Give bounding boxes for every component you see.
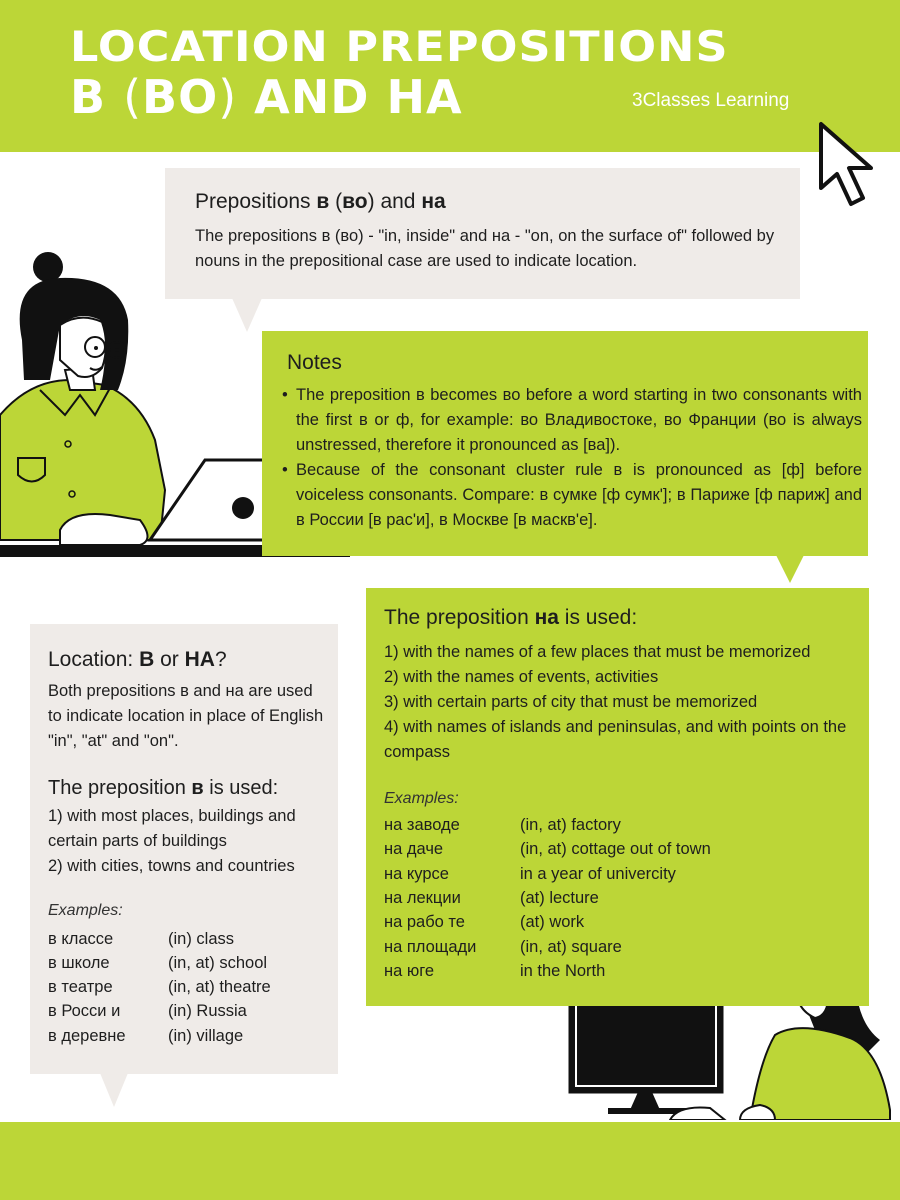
na-example-en: (at) lecture — [520, 889, 599, 907]
v-example-ru: в театре — [48, 978, 113, 996]
location-heading — [48, 648, 227, 672]
v-example-ru: в Росси и — [48, 1002, 121, 1020]
intro-heading — [195, 190, 446, 214]
v-usage-heading-part: The preposition — [48, 777, 192, 799]
intro-heading-vo: во — [342, 190, 368, 213]
notes-item: • The preposition в becomes во before a word starting in two consonants with the first в or ф, for example: во Владивостоке, во Франции (во is always unstressed, therefore it pronounced as [ва]). — [296, 383, 862, 458]
v-rule: 1) with most places, buildings and certain parts of buildings — [48, 807, 296, 850]
na-example-ru: на юге — [384, 962, 435, 980]
v-example-ru: в школе — [48, 954, 110, 972]
intro-heading-v: в — [316, 190, 330, 213]
notes-speech-tail — [776, 555, 804, 583]
v-usage-heading — [48, 777, 278, 800]
intro-heading-part: Prepositions — [195, 190, 317, 213]
page-title-line1: LOCATION PREPOSITIONS — [70, 22, 729, 71]
intro-heading-na: на — [421, 190, 446, 213]
na-example-ru: на курсе — [384, 865, 449, 883]
intro-panel — [165, 168, 800, 299]
title-and-na: AND НА — [237, 70, 463, 124]
location-heading-na: НА — [184, 648, 215, 671]
na-panel — [366, 588, 869, 1006]
notes-item: • Because of the consonant cluster rule в is pronounced as [ф] before voiceless consonants. Compare: в сумке [ф сумк']; в Париже [ф париж] and в России [в рас'и], в Москве [в маскв'е]. — [296, 458, 862, 533]
brand-name: 3Classes Learning — [632, 90, 790, 111]
na-rule: 4) with names of islands and peninsulas, and with points on the compass — [384, 718, 847, 761]
na-heading — [384, 606, 637, 630]
title-vo: ВО — [142, 70, 219, 124]
na-example-ru: на площади — [384, 938, 477, 956]
na-example-ru: на заводе — [384, 816, 460, 834]
na-example-en: (in, at) factory — [520, 816, 621, 834]
v-usage-heading-part: is used: — [203, 777, 279, 799]
location-speech-tail — [100, 1073, 128, 1107]
location-heading-v: В — [139, 648, 155, 671]
na-example-en: (at) work — [520, 913, 585, 931]
location-description: Both prepositions в and на are used to indicate location in place of English "in", "at" and "on". — [48, 682, 324, 750]
title-paren-open: ( — [123, 70, 143, 124]
footer-band — [0, 1122, 900, 1200]
v-example-ru: в классе — [48, 930, 114, 948]
na-rule: 2) with the names of events, activities — [384, 668, 659, 686]
location-heading-part: or — [154, 648, 185, 671]
na-example-en: in the North — [520, 962, 606, 980]
page-title-line2 — [70, 70, 463, 124]
na-examples-label: Examples: — [384, 790, 459, 807]
v-rule: 2) with cities, towns and countries — [48, 857, 295, 875]
v-example-en: (in) village — [168, 1027, 244, 1045]
location-heading-part: Location: — [48, 648, 140, 671]
na-heading-part: The preposition — [384, 606, 535, 629]
v-usage-rules — [48, 804, 333, 879]
v-example-en: (in) Russia — [168, 1002, 247, 1020]
v-usage-heading-v: в — [191, 777, 204, 799]
v-example-en: (in) class — [168, 930, 235, 948]
v-example-en: (in, at) theatre — [168, 978, 271, 996]
na-usage-rules — [384, 640, 859, 765]
notes-panel — [262, 331, 868, 556]
na-example-ru: на даче — [384, 840, 444, 858]
intro-speech-tail — [232, 298, 262, 332]
na-heading-part: is used: — [558, 606, 638, 629]
na-rule: 3) with certain parts of city that must be memorized — [384, 693, 758, 711]
intro-heading-part: ) and — [367, 190, 422, 213]
notes-list — [282, 383, 862, 533]
title-v: В — [70, 70, 124, 124]
na-rule: 1) with the names of a few places that must be memorized — [384, 643, 811, 661]
intro-heading-part: ( — [329, 190, 343, 213]
na-example-en: (in, at) cottage out of town — [520, 840, 711, 858]
na-example-ru: на лекции — [384, 889, 461, 907]
na-example-en: (in, at) square — [520, 938, 622, 956]
na-example-ru: на рабо те — [384, 913, 465, 931]
v-examples-label: Examples: — [48, 902, 123, 919]
na-heading-na: на — [534, 606, 559, 629]
v-example-ru: в деревне — [48, 1027, 126, 1045]
v-example-en: (in, at) school — [168, 954, 268, 972]
notes-heading: Notes — [287, 351, 342, 374]
location-heading-part: ? — [214, 648, 227, 671]
location-panel — [30, 624, 338, 1074]
intro-text: The prepositions в (во) - "in, inside" and на - "on, on the surface of" followed by nouns in the prepositional case are used to indicate location. — [195, 227, 775, 270]
cursor-arrow-icon — [815, 118, 877, 210]
na-example-en: in a year of univercity — [520, 865, 676, 883]
title-paren-close: ) — [218, 70, 238, 124]
